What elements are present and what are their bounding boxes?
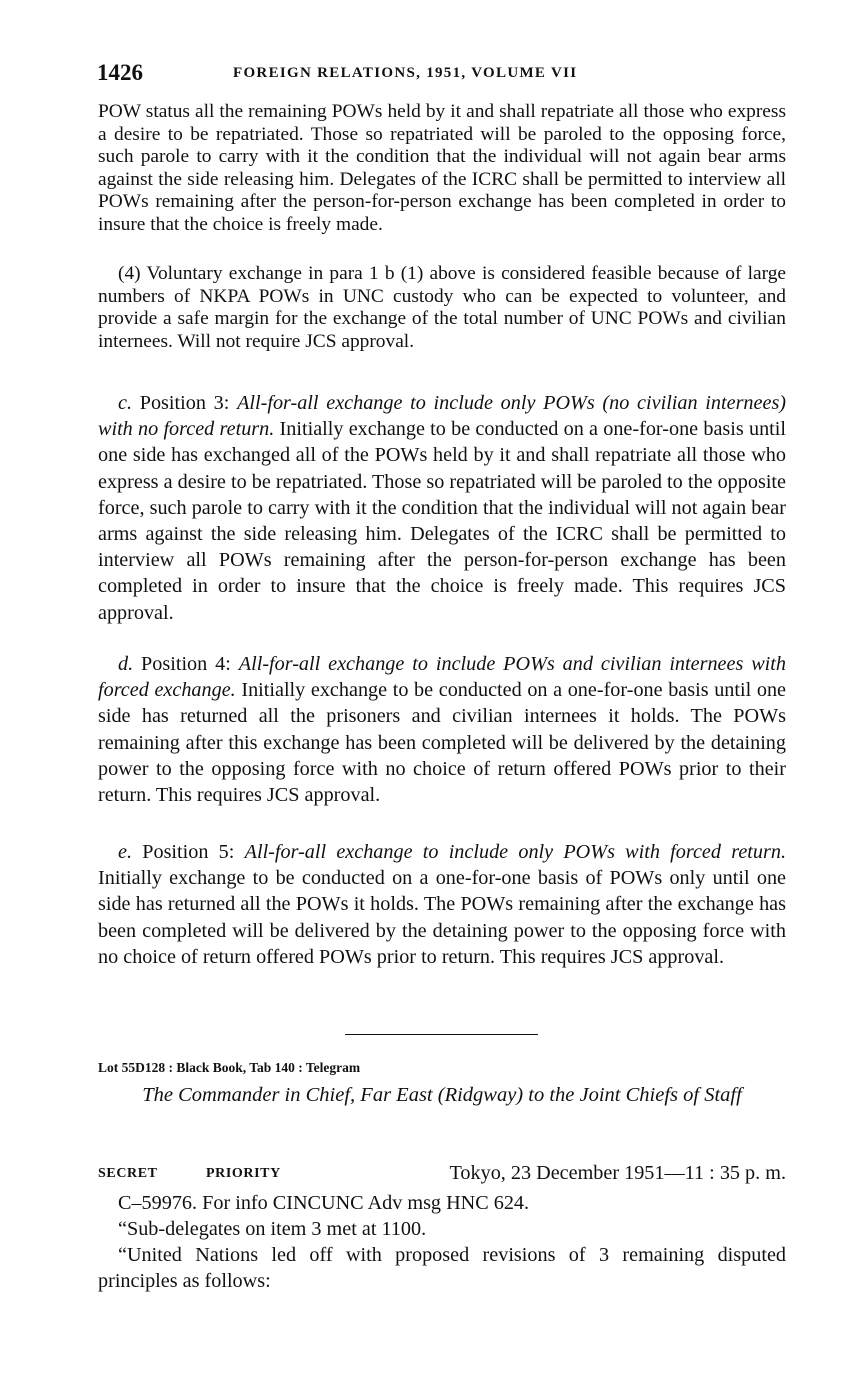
body-line-2: “Sub-delegates on item 3 met at 1100. (118, 1218, 427, 1240)
position-5-title: All-for-all exchange to include only POWs with forced return. (244, 841, 786, 863)
position-4-title: All-for-all exchange to include POWs and civilian internees with forced exchange. (98, 653, 786, 702)
position-3-heading: Position 3: (139, 392, 230, 414)
classification-line (98, 1162, 786, 1188)
position-5-heading: Position 5: (142, 841, 235, 863)
position-4-body: Initially exchange to be conducted on a one-for-one basis until one side has returned all the prisoners and civilian internees it holds. The POWs remaining after this exchange has been completed will be delivered by the detaining power to the opposing force with no choice of return offered POWs prior to their return. This requires JCS approval. (98, 679, 786, 807)
classification-priority: PRIORITY (206, 1166, 281, 1181)
position-3-body: Initially exchange to be conducted on a one-for-one basis until one side has exchanged all of the POWs held by it and shall repatriate all those who express a desire to be repatriated. Those so repatriated will be paroled to the opposite force, such parole to carry with it the condition that the individual will not again bear arms against the side releasing him. Delegates of the ICRC shall be permitted to interview all POWs remaining after the person-for-person exchange has been completed in order to insure that the choice is freely made. This requires JCS approval. (98, 418, 786, 624)
dateline: Tokyo, 23 December 1951—11 : 35 p. m. (449, 1162, 786, 1184)
body-line-3: “United Nations led off with proposed revisions of 3 remaining disputed principles as follows: (98, 1244, 786, 1293)
position-3-title: All-for-all exchange to include only POWs (no civilian internees) with no forced return. (98, 392, 787, 441)
position-5-body: Initially exchange to be conducted on a one-for-one basis of POWs only until one side has returned all the POWs it holds. The POWs remaining after the exchange has been completed will be delivered by the detaining power to the opposing force with no choice of return offered POWs prior to return. This requires JCS approval. (98, 867, 786, 968)
continued-paragraph: POW status all the remaining POWs held by it and shall repatriate all those who express a desire to be repatriated. Those so repatriated will be paroled to the opposing force, such parole to carry with it the condition that the individual will not again bear arms against the side releasing him. Delegates of the ICRC shall be permitted to interview all POWs remaining after the person-for-person exchange has been completed in order to insure that the choice is freely made. (98, 101, 786, 235)
item-label-d: d. (118, 653, 134, 675)
position-5-paragraph (98, 839, 786, 970)
body-line-1: C–59976. For info CINCUNC Adv msg HNC 624. (118, 1192, 530, 1214)
page-header (97, 60, 787, 90)
position-4-heading: Position 4: (141, 653, 231, 675)
running-title: FOREIGN RELATIONS, 1951, VOLUME VII (233, 65, 578, 81)
document-title: The Commander in Chief, Far East (Ridgway) to the Joint Chiefs of Staff (142, 1084, 742, 1106)
page-number: 1426 (97, 60, 143, 85)
position-3-paragraph (98, 390, 786, 626)
paragraph-4: (4) Voluntary exchange in para 1 b (1) above is considered feasible because of large numbers of NKPA POWs in UNC custody who can be expected to volunteer, and provide a safe margin for the exchange of the total number of UNC POWs and civilian internees. Will not require JCS approval. (98, 263, 786, 352)
item-label-e: e. (118, 841, 133, 863)
classification-secret: SECRET (98, 1166, 158, 1181)
section-divider (345, 1034, 538, 1035)
position-4-paragraph (98, 651, 786, 808)
item-label-c: c. (118, 392, 133, 414)
source-note: Lot 55D128 : Black Book, Tab 140 : Telegram (98, 1060, 361, 1075)
